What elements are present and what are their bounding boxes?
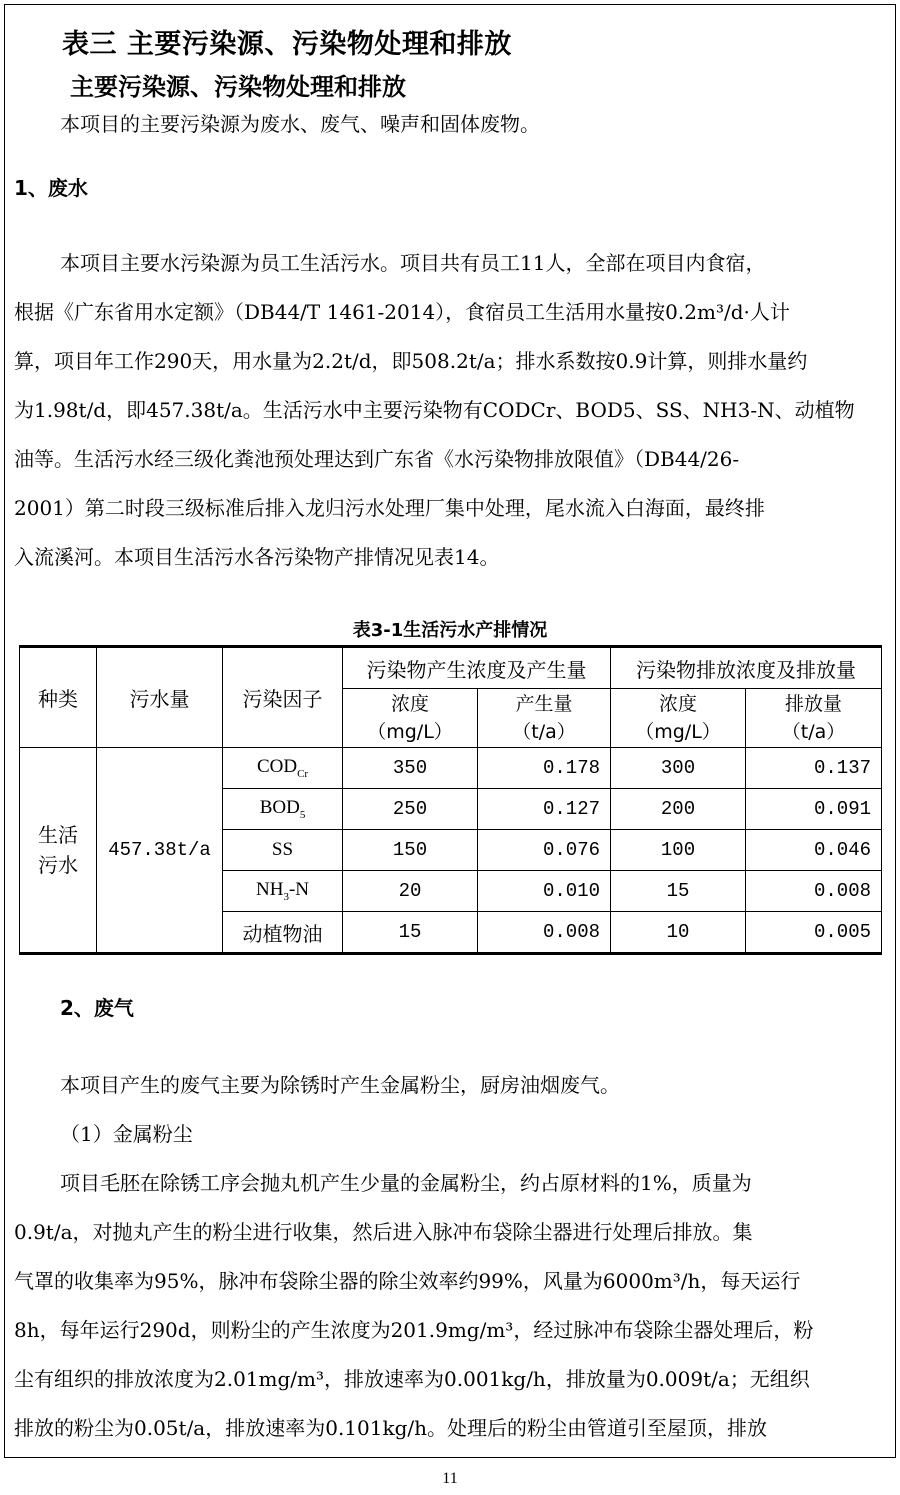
volume-cell: 457.38t/a [97,748,223,954]
header-prod-conc: 浓度 （mg/L） [343,689,478,748]
header-prod-amount: 产生量 （t/a） [478,689,611,748]
wastewater-para-line: 为1.98t/d，即457.38t/a。生活污水中主要污染物有CODCr、BOD5、SS、NH3-N、动植物 [14,398,855,422]
prod-conc-cell: 150 [343,830,478,871]
prod-amount-cell: 0.178 [478,748,611,789]
wastewater-table [19,645,882,955]
prod-amount-cell: 0.010 [478,871,611,912]
emit-conc-cell: 15 [611,871,746,912]
table-row [20,748,882,789]
header-emit-amount: 排放量 （t/a） [746,689,882,748]
header-factor: 污染因子 [223,647,343,748]
exhaust-intro: 本项目产生的废气主要为除锈时产生金属粉尘，厨房油烟废气。 [60,1073,620,1097]
prod-conc-cell: 20 [343,871,478,912]
kind-cell: 生活 污水 [20,748,97,954]
wastewater-para-line: 本项目主要水污染源为员工生活污水。项目共有员工11人，全部在项目内食宿， [60,251,766,275]
page-number: 11 [442,1470,458,1487]
prod-conc-cell: 250 [343,789,478,830]
header-production-group: 污染物产生浓度及产生量 [343,647,611,689]
section2-heading: 2、废气 [60,996,134,1020]
table-caption: 表3-1生活污水产排情况 [352,620,548,641]
factor-cell: SS [223,830,343,871]
page-subtitle: 主要污染源、污染物处理和排放 [70,73,406,101]
emit-amount-cell: 0.008 [746,871,882,912]
header-kind: 种类 [20,647,97,748]
section1-heading: 1、废水 [14,176,88,200]
emit-conc-cell: 300 [611,748,746,789]
header-emit-conc: 浓度 （mg/L） [611,689,746,748]
wastewater-para-line: 油等。生活污水经三级化粪池预处理达到广东省《水污染物排放限值》（DB44/26- [14,447,740,471]
dust-para-line: 尘有组织的排放浓度为2.01mg/m³，排放速率为0.001kg/h，排放量为0.009t/a；无组织 [14,1367,810,1391]
emit-conc-cell: 200 [611,789,746,830]
prod-amount-cell: 0.127 [478,789,611,830]
factor-cell: $COD_{Cr}$ [223,748,343,789]
emit-amount-cell: 0.091 [746,789,882,830]
exhaust-subheading: （1）金属粉尘 [60,1122,193,1146]
header-volume: 污水量 [97,647,223,748]
dust-para-line: 排放的粉尘为0.05t/a，排放速率为0.101kg/h。处理后的粉尘由管道引至屋顶，排放 [14,1416,768,1440]
wastewater-para-line: 算，项目年工作290天，用水量为2.2t/d，即508.2t/a；排水系数按0.9计算，则排水量约 [14,349,808,373]
prod-conc-cell: 15 [343,912,478,954]
prod-amount-cell: 0.076 [478,830,611,871]
intro-text: 本项目的主要污染源为废水、废气、噪声和固体废物。 [60,112,540,136]
emit-amount-cell: 0.005 [746,912,882,954]
factor-cell: $NH_3-N$ [223,871,343,912]
prod-amount-cell: 0.008 [478,912,611,954]
emit-amount-cell: 0.137 [746,748,882,789]
wastewater-para-line: 2001）第二时段三级标准后排入龙归污水处理厂集中处理，尾水流入白海面，最终排 [14,496,765,520]
dust-para-line: 8h，每年运行290d，则粉尘的产生浓度为201.9mg/m³，经过脉冲布袋除尘器处理后，粉 [14,1318,814,1342]
header-emission-group: 污染物排放浓度及排放量 [611,647,882,689]
prod-conc-cell: 350 [343,748,478,789]
emit-conc-cell: 100 [611,830,746,871]
emit-amount-cell: 0.046 [746,830,882,871]
wastewater-para-line: 根据《广东省用水定额》（DB44/T 1461-2014），食宿员工生活用水量按0.2m³/d·人计 [14,300,790,324]
dust-para-line: 项目毛胚在除锈工序会抛丸机产生少量的金属粉尘，约占原材料的1%，质量为 [60,1171,752,1195]
page-title: 表三 主要污染源、污染物处理和排放 [62,29,512,60]
dust-para-line: 气罩的收集率为95%，脉冲布袋除尘器的除尘效率约99%，风量为6000m³/h，每天运行 [14,1269,801,1293]
emit-conc-cell: 10 [611,912,746,954]
factor-cell: 动植物油 [223,912,343,954]
wastewater-para-line: 入流溪河。本项目生活污水各污染物产排情况见表14。 [14,545,500,569]
factor-cell: $BOD_5$ [223,789,343,830]
dust-para-line: 0.9t/a，对抛丸产生的粉尘进行收集，然后进入脉冲布袋除尘器进行处理后排放。集 [14,1220,753,1244]
